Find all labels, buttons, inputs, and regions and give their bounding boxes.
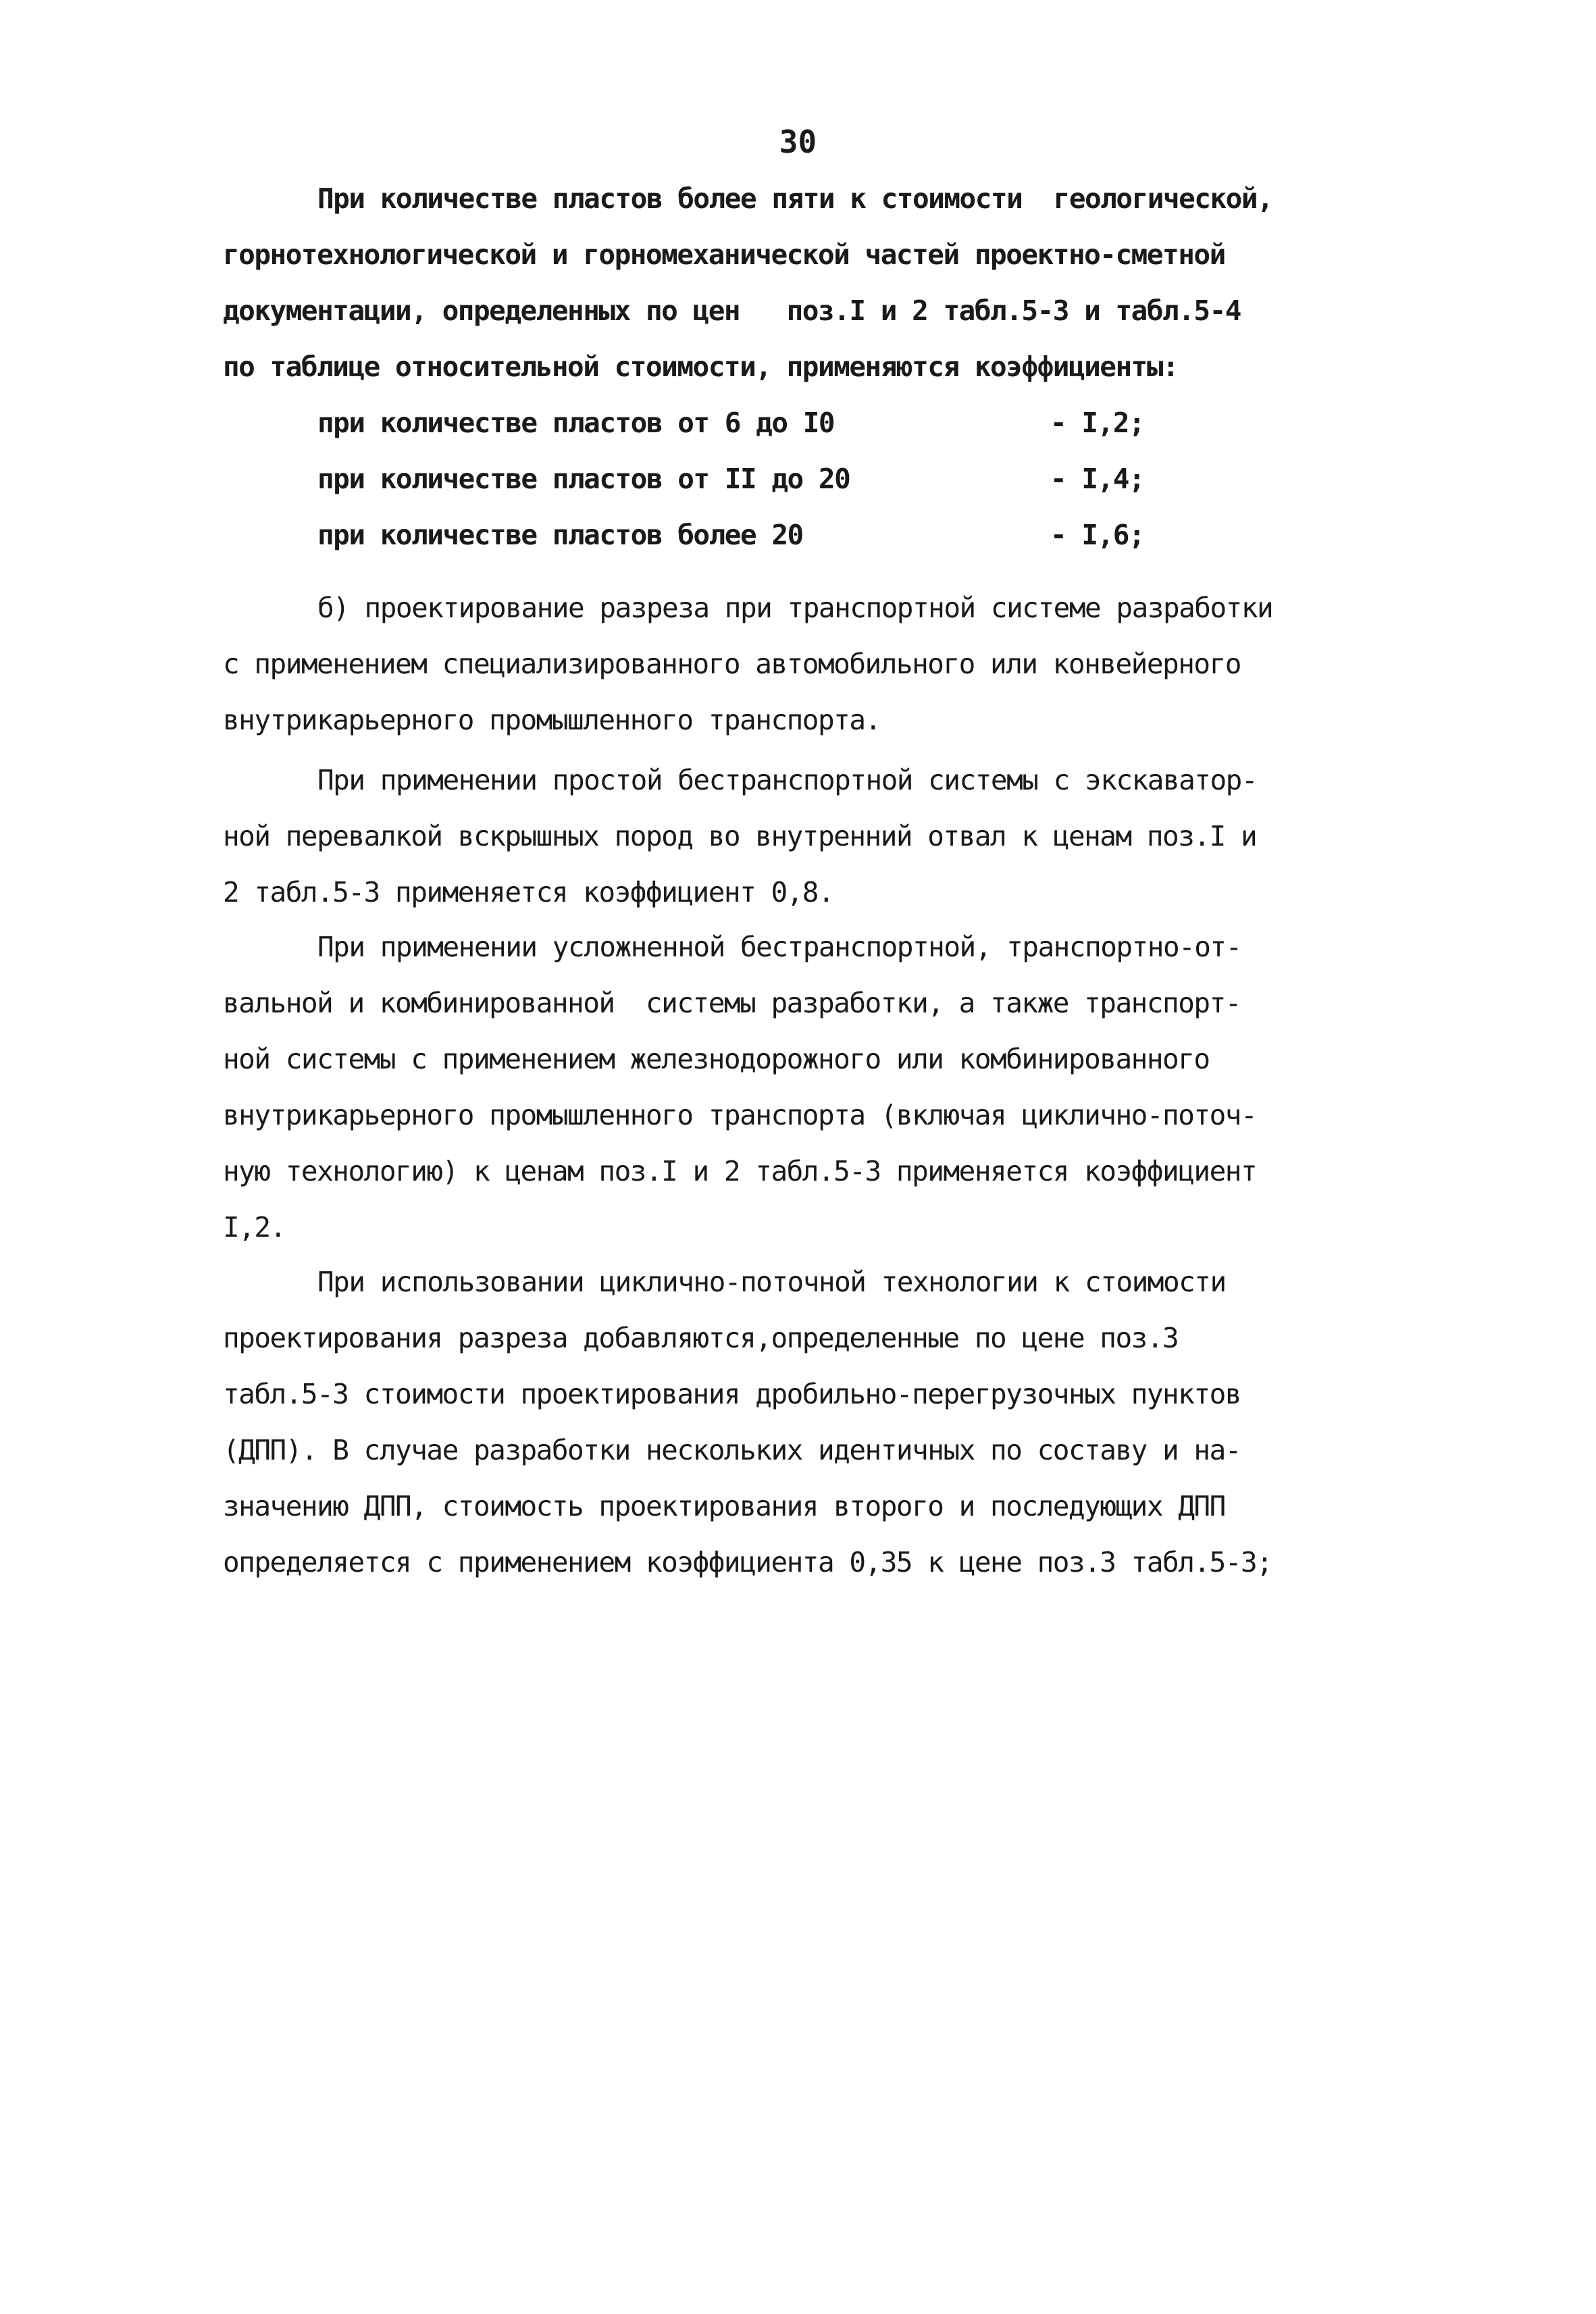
text-line: внутрикарьерного промышленного транспорта (включая циклично-поточ- [223,1099,1257,1131]
list-item-value: - I,6; [1050,519,1145,551]
text-line: I,2. [223,1211,286,1243]
text-line: При использовании циклично-поточной технологии к стоимости [317,1266,1226,1298]
list-item [0,513,1596,557]
text-line: внутрикарьерного промышленного транспорта. [223,704,881,736]
text-line: ной перевалкой вскрышных пород во внутренний отвал к ценам поз.I и [223,820,1257,852]
list-item [0,457,1596,500]
text-line: с применением специализированного автомобильного или конвейерного [223,648,1241,680]
text-line: документации, определенных по цен поз.I и 2 табл.5-3 и табл.5-4 [223,294,1241,327]
text-line: При применении простой бестранспортной системы с экскаватор- [317,764,1258,796]
list-item-value: - I,2; [1050,407,1145,439]
list-item-condition: при количестве пластов от 6 до I0 [317,407,835,439]
text-line: При количестве пластов более пяти к стоимости геологической, [317,182,1273,215]
text-line: (ДПП). В случае разработки нескольких идентичных по составу и на- [223,1434,1241,1466]
list-item-value: - I,4; [1050,463,1145,495]
text-line: вальной и комбинированной системы разработки, а также транспорт- [223,987,1241,1019]
text-line: ную технологию) к ценам поз.I и 2 табл.5-3 применяется коэффициент [223,1155,1257,1187]
text-line: б) проектирование разреза при транспортной системе разработки [317,592,1273,624]
text-line: определяется с применением коэффициента 0,35 к цене поз.3 табл.5-3; [223,1546,1272,1578]
text-line: горнотехнологической и горномеханической частей проектно-сметной [223,238,1225,271]
text-line: При применении усложненной бестранспортной, транспортно-от- [317,931,1241,963]
text-line: по таблице относительной стоимости, применяются коэффициенты: [223,351,1179,383]
text-line: табл.5-3 стоимости проектирования дробильно-перегрузочных пунктов [223,1378,1241,1410]
list-item [0,401,1596,444]
text-line: значению ДПП, стоимость проектирования второго и последующих ДПП [223,1490,1225,1522]
list-item-condition: при количестве пластов более 20 [317,519,803,551]
text-line: ной системы с применением железнодорожного или комбинированного [223,1043,1210,1075]
list-item-condition: при количестве пластов от II до 20 [317,463,850,495]
text-line: проектирования разреза добавляются,определенные по цене поз.3 [223,1322,1179,1354]
text-line: 2 табл.5-3 применяется коэффициент 0,8. [223,876,834,908]
page-number: 30 [779,124,817,160]
